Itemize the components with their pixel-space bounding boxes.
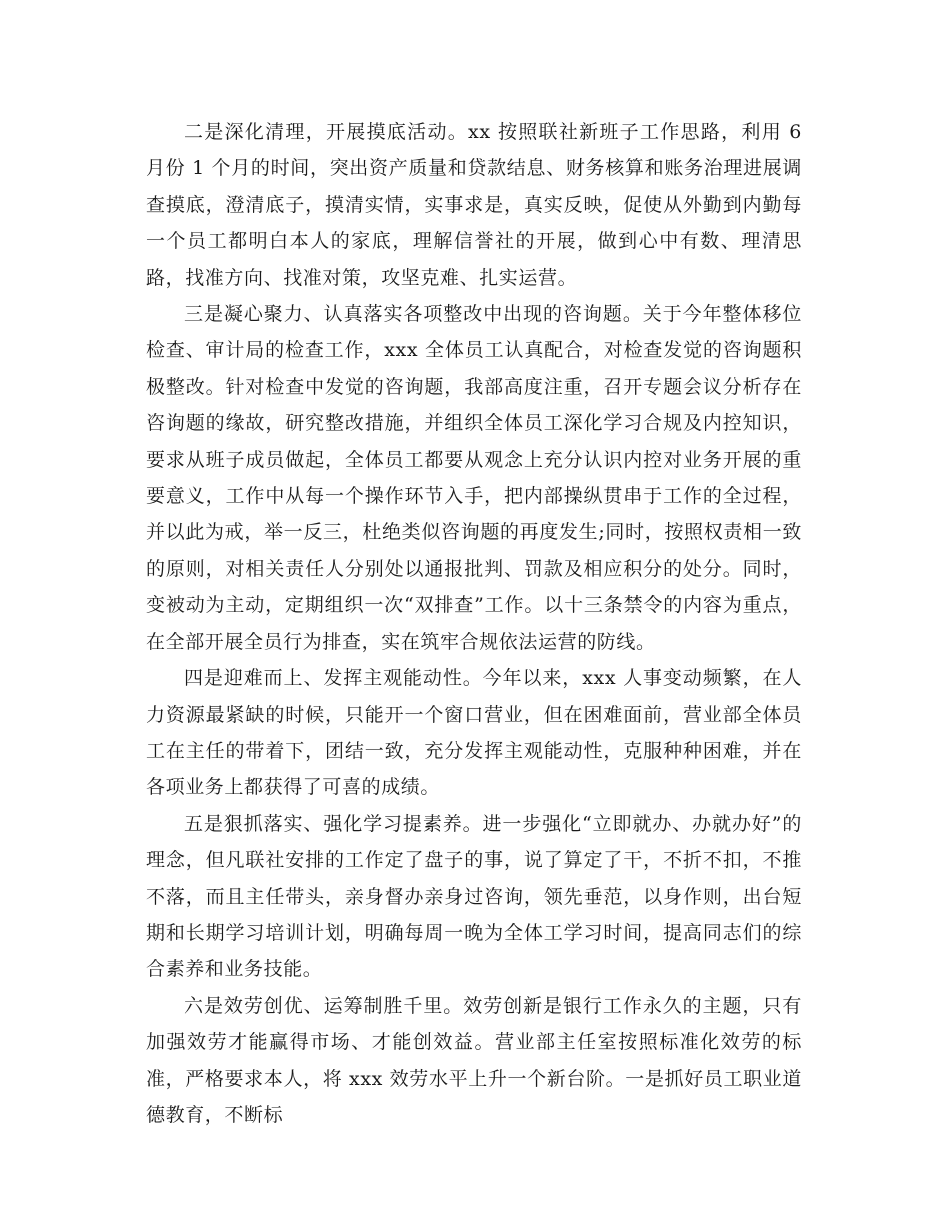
paragraph-5: 五是狠抓落实、强化学习提素养。进一步强化“立即就办、办就办好”的理念，但凡联社安排的工作定了盘子的事，说了算定了干，不折不扣，不推不落，而且主任带头，亲身督办亲身过咨询，领先垂范，以身作则，出台短期和长期学习培训计划，明确每周一晚为全体工学习时间，提高同志们的综合素养和业务技能。 — [146, 812, 802, 981]
paragraph-4: 四是迎难而上、发挥主观能动性。今年以来，xxx 人事变动频繁，在人力资源最紧缺的时候，只能开一个窗口营业，但在困难面前，营业部全体员工在主任的带着下，团结一致，充分发挥主观能动性，克服种种困难，并在各项业务上都获得了可喜的成绩。 — [146, 667, 802, 799]
paragraph-3: 三是凝心聚力、认真落实各项整改中出现的咨询题。关于今年整体移位检查、审计局的检查工作，xxx 全体员工认真配合，对检查发觉的咨询题积极整改。针对检查中发觉的咨询题，我部高度注重，召开专题会议分析存在咨询题的缘故，研究整改措施，并组织全体员工深化学习合规及内控知识，要求从班子成员做起，全体员工都要从观念上充分认识内控对业务开展的重要意义，工作中从每一个操作环节入手，把内部操纵贯串于工作的全过程，并以此为戒，举一反三，杜绝类似咨询题的再度发生;同时，按照权责相一致的原则，对相关责任人分别处以通报批判、罚款及相应积分的处分。同时，变被动为主动，定期组织一次“双排查”工作。以十三条禁令的内容为重点，在全部开展全员行为排查，实在筑牢合规依法运营的防线。 — [146, 303, 802, 653]
document-page — [146, 114, 802, 1133]
paragraph-6: 六是效劳创优、运筹制胜千里。效劳创新是银行工作永久的主题，只有加强效劳才能赢得市场、才能创效益。营业部主任室按照标准化效劳的标准，严格要求本人，将 xxx 效劳水平上升一个新台阶。一是抓好员工职业道德教育，不断标 — [146, 994, 802, 1126]
paragraph-2: 二是深化清理，开展摸底活动。xx 按照联社新班子工作思路，利用 6 月份 1 个月的时间，突出资产质量和贷款结息、财务核算和账务治理进展调查摸底，澄清底子，摸清实情，实事求是，真实反映，促使从外勤到内勤每一个员工都明白本人的家底，理解信誉社的开展，做到心中有数、理清思路，找准方向、找准对策，攻坚克难、扎实运营。 — [146, 121, 802, 289]
